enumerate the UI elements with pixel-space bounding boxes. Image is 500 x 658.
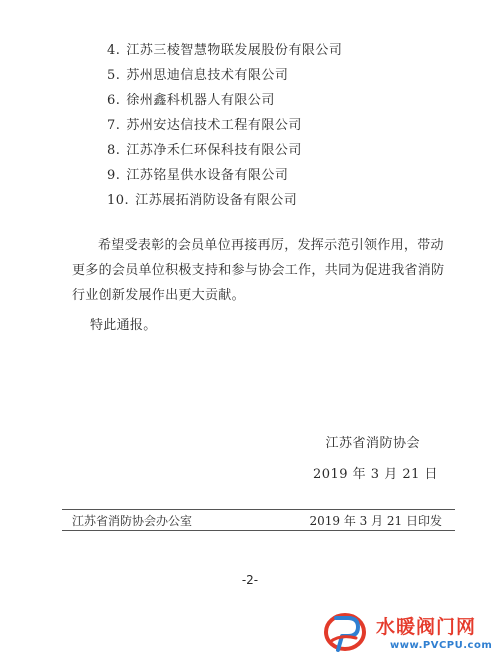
list-item-name: 江苏展拓消防设备有限公司 bbox=[135, 193, 298, 208]
list-item-name: 江苏净禾仁环保科技有限公司 bbox=[126, 143, 302, 158]
list-item bbox=[107, 88, 342, 113]
list-item-number: 7. bbox=[107, 118, 121, 133]
list-item-number: 5. bbox=[107, 68, 121, 83]
list-item-number: 4. bbox=[107, 43, 121, 58]
list-item-number: 10. bbox=[107, 193, 130, 208]
footer-issue-date: 2019 年 3 月 21 日印发 bbox=[309, 514, 442, 528]
watermark bbox=[312, 608, 500, 658]
list-item-name: 苏州思迪信息技术有限公司 bbox=[126, 68, 289, 83]
paragraph-line: 希望受表彰的会员单位再接再厉，发挥示范引领作用，带动 bbox=[98, 238, 444, 253]
signature-date: 2019 年 3 月 21 日 bbox=[312, 467, 438, 482]
watermark-title: 水暖阀门网 bbox=[376, 616, 477, 638]
footer-rule-bottom bbox=[62, 530, 455, 531]
watermark-logo-icon bbox=[322, 608, 368, 654]
signature-org: 江苏省消防协会 bbox=[325, 436, 420, 451]
company-list bbox=[107, 38, 342, 213]
closing-line: 特此通报。 bbox=[90, 318, 157, 333]
list-item bbox=[107, 163, 342, 188]
watermark-url: www.PVCPU.com bbox=[390, 640, 493, 651]
body-paragraph bbox=[72, 233, 452, 308]
list-item-name: 苏州安达信技术工程有限公司 bbox=[126, 118, 302, 133]
footer-issuer: 江苏省消防协会办公室 bbox=[72, 514, 193, 528]
list-item-number: 9. bbox=[107, 168, 121, 183]
footer-rule-top bbox=[62, 509, 455, 510]
list-item bbox=[107, 138, 342, 163]
list-item-number: 8. bbox=[107, 143, 121, 158]
paragraph-line: 行业创新发展作出更大贡献。 bbox=[72, 288, 245, 303]
list-item bbox=[107, 38, 342, 63]
list-item-name: 江苏三棱智慧物联发展股份有限公司 bbox=[126, 43, 343, 58]
page-number: -2- bbox=[241, 573, 259, 587]
paragraph-line: 更多的会员单位积极支持和参与协会工作，共同为促进我省消防 bbox=[72, 263, 445, 278]
list-item-name: 江苏铭星供水设备有限公司 bbox=[126, 168, 289, 183]
list-item bbox=[107, 63, 342, 88]
list-item-name: 徐州鑫科机器人有限公司 bbox=[126, 93, 275, 108]
list-item-number: 6. bbox=[107, 93, 121, 108]
list-item bbox=[107, 188, 342, 213]
list-item bbox=[107, 113, 342, 138]
